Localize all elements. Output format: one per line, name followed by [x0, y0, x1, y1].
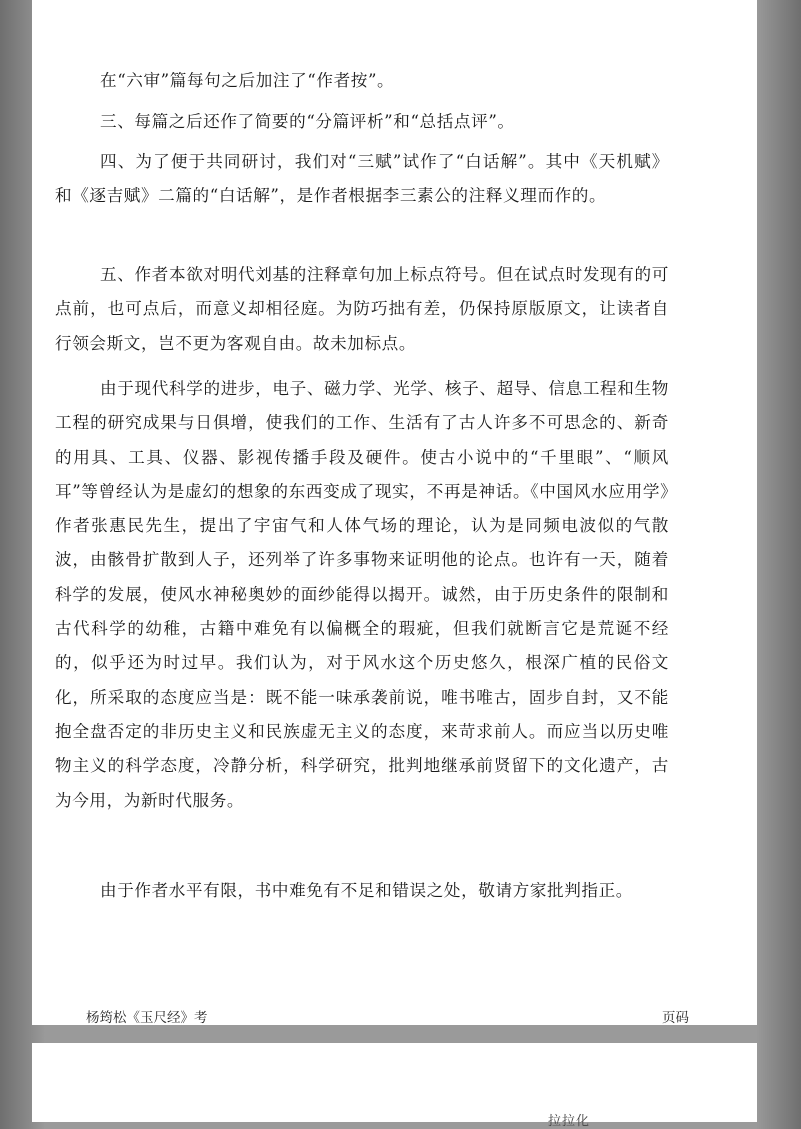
next-document-page — [32, 1043, 757, 1122]
paragraph-item-three: 三、每篇之后还作了简要的“分篇评析”和“总括点评”。 — [100, 112, 515, 131]
footer-book-title: 杨筠松《玉尺经》考 — [86, 1010, 208, 1026]
paragraph-science-discussion: 由于现代科学的进步，电子、磁力学、光学、核子、超导、信息工程和生物工程的研究成果与日俱增，使我们的工作、生活有了古人许多不可思念的、新奇的用具、工具、仪器、影视传播手段及硬件。使古小说中的“千里眼”、“顺风耳”等曾经认为是虚幻的想象的东西变成了现实，不再是神话。《中国风水应用学》作者张惠民先生，提出了宇宙气和人体气场的理论，认为是同频电波似的气散波，由骸骨扩散到人子，还列举了许多事物来证明他的论点。也许有一天，随着科学的发展，使风水神秘奥妙的面纱能得以揭开。诚然，由于历史条件的限制和古代科学的幼稚，古籍中难免有以偏概全的瑕疵，但我们就断言它是荒诞不经的，似乎还为时过早。我们认为，对于风水这个历史悠久，根深广植的民俗文化，所采取的态度应当是：既不能一味承袭前说，唯书唯古，固步自封，又不能抱全盘否定的非历史主义和民族虚无主义的态度，来苛求前人。而应当以历史唯物主义的科学态度，冷静分析，科学研究，批判地继承前贤留下的文化遗产，古为今用，为新时代服务。 — [55, 379, 669, 810]
paragraph-note-continuation: 在“六审”篇每句之后加注了“作者按”。 — [100, 71, 395, 90]
paragraph-item-four: 四、为了便于共同研讨，我们对“三赋”试作了“白话解”。其中《天机赋》和《逐吉赋》二篇的“白话解”，是作者根据李三素公的注释义理而作的。 — [55, 152, 669, 206]
footer-page-number: 页码 — [662, 1010, 689, 1026]
paragraph-item-five: 五、作者本欲对明代刘基的注释章句加上标点符号。但在试点时发现有的可点前，也可点后，而意义却相径庭。为防巧拙有差，仍保持原版原文，让读者自行领会斯文，岂不更为客观自由。故未加标点。 — [55, 265, 669, 353]
paragraph-closing: 由于作者水平有限，书中难免有不足和错误之处，敬请方家批判指正。 — [100, 881, 634, 900]
next-page-text-fragment: 拉拉化 — [548, 1114, 591, 1129]
